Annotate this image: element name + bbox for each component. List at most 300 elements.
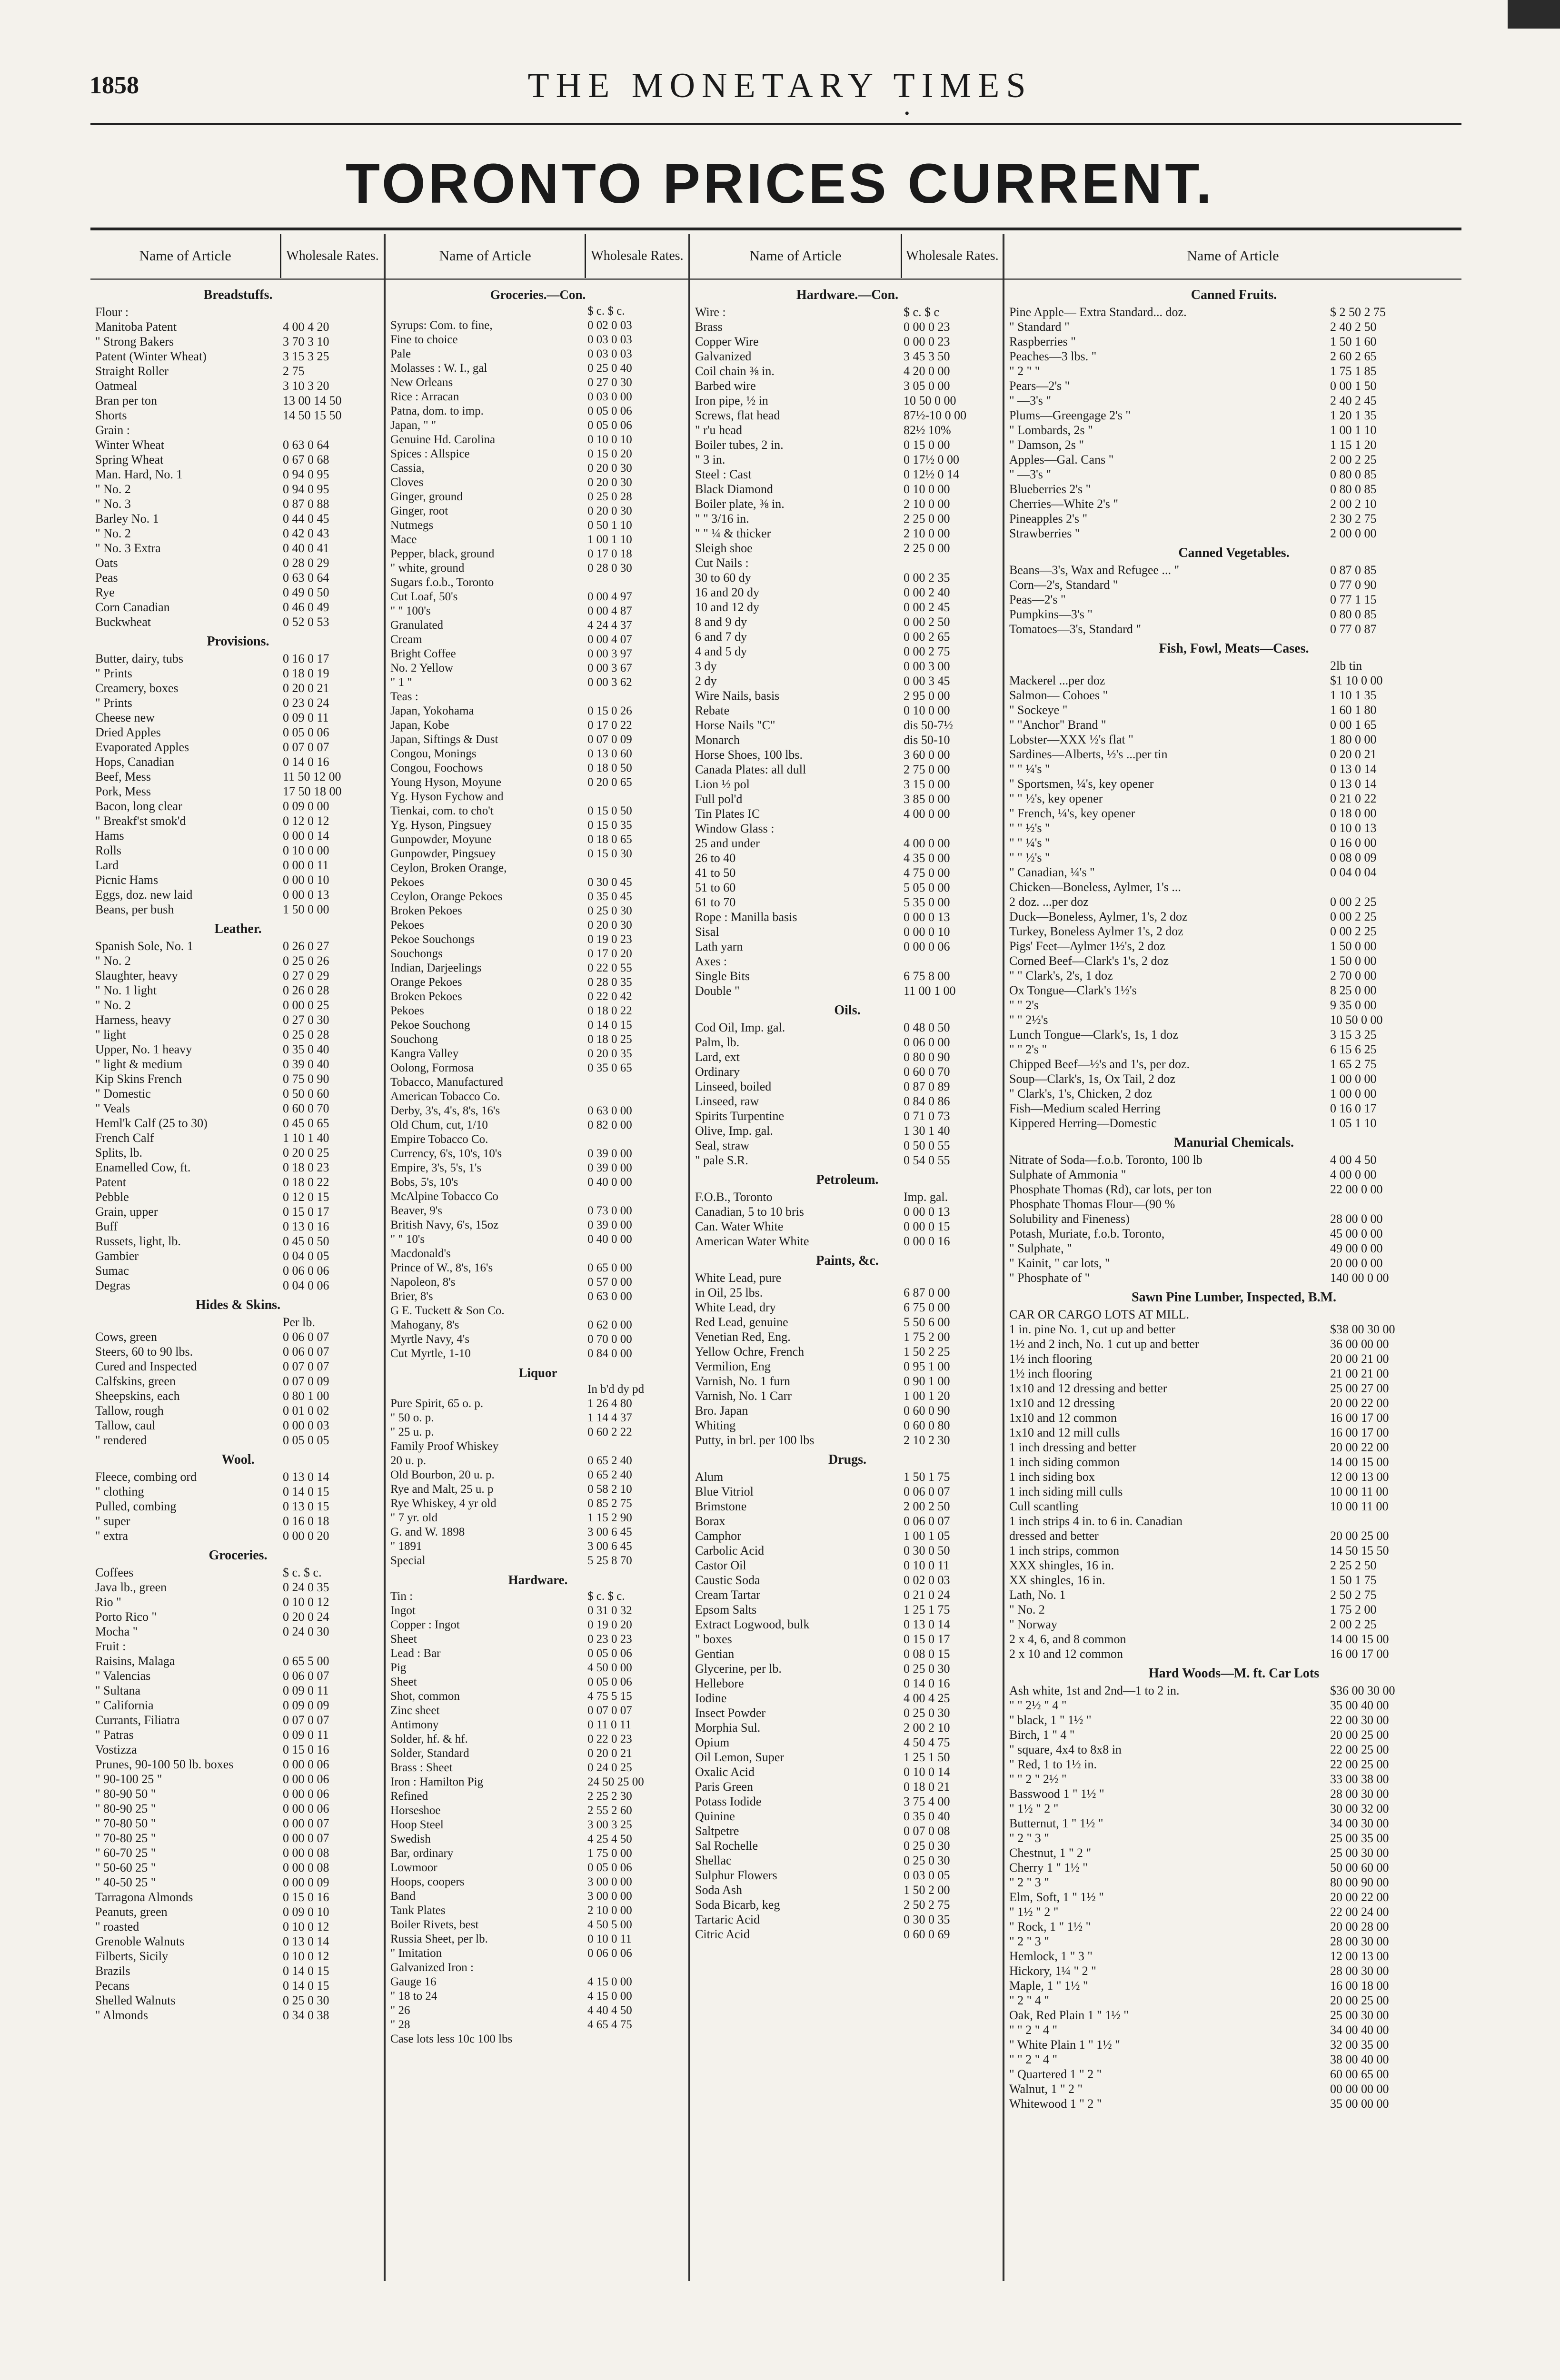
price-row — [695, 1050, 1000, 1064]
article-name: Pumpkins—3's " — [1009, 607, 1093, 621]
article-name: " 80-90 50 " — [95, 1787, 156, 1801]
price-value: 0 25 0 28 — [283, 1028, 329, 1041]
price-value: 0 10 0 12 — [283, 1949, 329, 1963]
article-name: Oolong, Formosa — [390, 1061, 474, 1074]
article-name: Gentian — [695, 1647, 735, 1661]
price-row — [390, 918, 686, 932]
column-1-header — [90, 234, 384, 280]
price-row — [390, 1397, 686, 1411]
price-row — [1009, 998, 1459, 1012]
article-name: Duck—Boneless, Aylmer, 1's, 2 doz — [1009, 910, 1188, 923]
price-value: 0 60 2 22 — [587, 1426, 632, 1438]
price-row — [695, 1094, 1000, 1109]
price-value: 0 44 0 45 — [283, 512, 329, 526]
article-name: " 60-70 25 " — [95, 1846, 156, 1860]
price-value: 0 09 0 11 — [283, 1684, 329, 1697]
price-value: 0 19 0 23 — [587, 933, 632, 946]
article-name: " " ½'s " — [1009, 821, 1050, 835]
article-name: Whiting — [695, 1418, 736, 1432]
price-value: 49 00 0 00 — [1330, 1241, 1383, 1255]
price-row — [95, 615, 381, 629]
article-name: Varnish, No. 1 furn — [695, 1374, 791, 1388]
price-row — [95, 1698, 381, 1713]
article-name: Lard, ext — [695, 1050, 740, 1064]
article-name: Morphia Sul. — [695, 1721, 761, 1735]
article-name: Molasses : W. I., gal — [390, 362, 487, 375]
article-name: " Clark's, 1's, Chicken, 2 doz — [1009, 1087, 1153, 1101]
price-row — [95, 1831, 381, 1845]
article-name: Antimony — [390, 1718, 439, 1731]
article-name — [390, 304, 584, 318]
price-row — [1009, 909, 1459, 924]
price-row — [390, 547, 686, 561]
price-value: 20 00 28 00 — [1330, 1920, 1389, 1934]
article-name: Japan, Kobe — [390, 719, 449, 732]
price-row — [1009, 1772, 1459, 1786]
price-value: 0 22 0 55 — [587, 962, 632, 974]
article-name: Empire Tobacco Co. — [390, 1133, 488, 1146]
price-value: 16 00 18 00 — [1330, 1979, 1389, 1993]
price-row — [695, 585, 1000, 600]
price-row — [695, 1109, 1000, 1123]
price-value: 50 00 60 00 — [1330, 1861, 1389, 1874]
price-row — [695, 1020, 1000, 1035]
article-name: Cassia, — [390, 462, 425, 475]
article-name: Peaches—3 lbs. " — [1009, 349, 1097, 363]
article-name: Tarragona Almonds — [95, 1890, 193, 1904]
price-row — [390, 1161, 686, 1175]
article-name: Hams — [95, 829, 124, 843]
article-name: Solder, hf. & hf. — [390, 1733, 468, 1745]
price-row — [695, 1661, 1000, 1676]
article-name: " Sockeye " — [1009, 703, 1068, 717]
price-value: 0 20 0 25 — [283, 1146, 329, 1160]
price-row — [95, 939, 381, 953]
header-rates: Wholesale Rates. — [280, 234, 384, 278]
price-row — [1009, 1071, 1459, 1086]
price-value: 0 34 0 38 — [283, 2008, 329, 2022]
price-row — [695, 983, 1000, 998]
article-name — [1009, 658, 1326, 673]
price-value: 11 50 12 00 — [283, 770, 341, 783]
price-row — [390, 1497, 686, 1511]
article-name: " boxes — [695, 1632, 732, 1646]
article-name: " " ½'s, key opener — [1009, 792, 1103, 805]
price-row — [1009, 2082, 1459, 2096]
article-name: Mocha " — [95, 1625, 138, 1638]
article-name: Beef, Mess — [95, 770, 151, 783]
price-row — [95, 1234, 381, 1249]
price-row — [695, 1735, 1000, 1750]
price-value: 0 01 0 02 — [283, 1404, 329, 1418]
price-row — [390, 704, 686, 718]
price-value: 4 00 4 20 — [283, 320, 329, 334]
article-name: " Veals — [95, 1101, 130, 1115]
price-row — [95, 600, 381, 615]
article-name: Souchongs — [390, 947, 443, 960]
price-row — [390, 504, 686, 518]
price-value: 6 75 0 00 — [904, 1300, 950, 1314]
price-value: 0 09 0 00 — [283, 799, 329, 813]
article-name: Cured and Inspected — [95, 1359, 197, 1373]
article-name: Vermilion, Eng — [695, 1359, 771, 1373]
price-value: 3 15 3 25 — [283, 349, 329, 363]
article-name: Potash, Muriate, f.o.b. Toronto, — [1009, 1227, 1165, 1240]
price-value: 2 70 0 00 — [1330, 969, 1377, 982]
article-name: Pekoe Souchong — [390, 1019, 470, 1031]
price-row — [95, 1949, 381, 1964]
price-row — [95, 1359, 381, 1374]
price-value: 0 87 0 85 — [1330, 563, 1377, 577]
article-name: 1x10 and 12 common — [1009, 1411, 1117, 1425]
price-value: 4 40 4 50 — [587, 2004, 632, 2017]
section-title: Paints, &c. — [816, 1253, 879, 1268]
price-row — [695, 1853, 1000, 1868]
price-row — [1009, 1152, 1459, 1167]
article-name: Copper Wire — [695, 335, 759, 348]
article-name: " Norway — [1009, 1617, 1057, 1631]
price-row — [95, 754, 381, 769]
price-value: 0 46 0 49 — [283, 600, 329, 614]
column-1-body — [90, 280, 384, 2023]
price-row — [1009, 850, 1459, 865]
price-row — [390, 1332, 686, 1347]
article-name: Pekoe Souchongs — [390, 933, 475, 946]
price-value: 6 75 8 00 — [904, 969, 950, 983]
article-name: Cream — [390, 633, 422, 646]
price-row — [390, 490, 686, 504]
price-row — [695, 319, 1000, 334]
price-value: 0 25 0 26 — [283, 954, 329, 968]
price-value — [584, 2032, 686, 2046]
price-row — [95, 393, 381, 408]
price-value: 0 45 0 50 — [283, 1234, 329, 1248]
article-name: Rye Whiskey, 4 yr old — [390, 1497, 497, 1510]
article-name: " No. 2 — [95, 998, 131, 1012]
price-value: 0 03 0 05 — [904, 1868, 950, 1882]
article-name: 1 inch siding box — [1009, 1470, 1095, 1484]
price-row — [390, 561, 686, 575]
price-row — [390, 1961, 686, 1975]
price-row — [390, 2032, 686, 2046]
article-name: Single Bits — [695, 969, 750, 983]
article-name: G E. Tuckett & Son Co. — [390, 1304, 505, 1317]
price-row — [390, 1318, 686, 1332]
article-name: Yellow Ochre, French — [695, 1345, 805, 1359]
price-row — [390, 1775, 686, 1789]
price-row — [390, 2018, 686, 2032]
price-value — [584, 1075, 686, 1090]
price-row — [95, 998, 381, 1012]
article-name: Myrtle Navy, 4's — [390, 1333, 470, 1346]
article-name: Buckwheat — [95, 615, 151, 629]
article-name: Beaver, 9's — [390, 1204, 443, 1217]
article-name: Double " — [695, 984, 740, 998]
price-row — [390, 476, 686, 490]
price-row — [1009, 1469, 1459, 1484]
price-value: 0 10 0 11 — [904, 1558, 950, 1572]
price-value: 0 18 0 19 — [283, 666, 329, 680]
price-row — [695, 1883, 1000, 1897]
article-name: Steers, 60 to 90 lbs. — [95, 1345, 193, 1359]
price-row — [695, 1824, 1000, 1838]
price-row — [390, 604, 686, 618]
article-name: Flour : — [95, 305, 129, 319]
price-value: $ 2 50 2 75 — [1330, 305, 1386, 319]
price-value: 8 25 0 00 — [1330, 983, 1377, 997]
price-value: 20 00 25 00 — [1330, 1529, 1389, 1543]
article-name: " 7 yr. old — [390, 1511, 438, 1524]
price-value: 0 30 0 45 — [587, 876, 632, 889]
price-row — [95, 1249, 381, 1263]
price-row — [390, 1347, 686, 1361]
article-name: Russia Sheet, per lb. — [390, 1933, 488, 1945]
article-name: Ox Tongue—Clark's 1½'s — [1009, 983, 1137, 997]
article-name: 2 dy — [695, 674, 717, 688]
price-value: 0 58 2 10 — [587, 1483, 632, 1496]
price-row — [95, 1580, 381, 1595]
price-row — [695, 1838, 1000, 1853]
article-name: Galvanized — [695, 349, 752, 363]
page-number: 1858 — [89, 72, 139, 99]
article-name: Sleigh shoe — [695, 541, 753, 555]
price-row — [695, 1602, 1000, 1617]
price-row — [1009, 305, 1459, 319]
price-value: 20 00 22 00 — [1330, 1440, 1389, 1454]
column-4-header — [1004, 234, 1461, 280]
price-value: 0 00 1 50 — [1330, 379, 1377, 393]
price-value: 0 50 0 55 — [904, 1139, 950, 1152]
price-row — [95, 1639, 381, 1654]
price-row — [695, 1543, 1000, 1558]
article-name: Pine Apple— Extra Standard... doz. — [1009, 305, 1187, 319]
price-row — [695, 821, 1000, 836]
article-name: Oxalic Acid — [695, 1765, 755, 1779]
price-row — [390, 804, 686, 818]
price-row — [95, 1484, 381, 1499]
price-value: 4 75 0 00 — [904, 866, 950, 880]
article-name: " No. 2 — [95, 526, 131, 540]
price-value: 82½ 10% — [904, 423, 951, 437]
price-value: 0 00 2 25 — [1330, 924, 1377, 938]
article-name: 1 inch siding common — [1009, 1455, 1120, 1469]
price-row — [390, 1090, 686, 1104]
price-row — [695, 1329, 1000, 1344]
article-name: " pale S.R. — [695, 1153, 748, 1167]
article-name: Buff — [95, 1220, 118, 1233]
price-value: 0 05 0 05 — [283, 1433, 329, 1447]
price-row — [695, 1204, 1000, 1219]
article-name: " " 2 " 4 " — [1009, 2023, 1057, 2037]
article-name: Lath, No. 1 — [1009, 1588, 1066, 1602]
price-row — [695, 1646, 1000, 1661]
price-value: 11 00 1 00 — [904, 984, 956, 998]
price-value — [1326, 880, 1459, 894]
article-name: Alum — [695, 1470, 724, 1484]
price-value: 1 25 1 50 — [904, 1750, 950, 1764]
price-row — [695, 1234, 1000, 1249]
article-name: Plums—Greengage 2's " — [1009, 408, 1131, 422]
price-value: 140 00 0 00 — [1330, 1271, 1389, 1285]
article-name: Cherries—White 2's " — [1009, 497, 1119, 511]
article-name: Patna, dom. to imp. — [390, 405, 484, 417]
price-value: 0 07 0 07 — [283, 740, 329, 754]
price-row — [95, 873, 381, 887]
price-value: 0 57 0 00 — [587, 1276, 632, 1289]
price-value: 1 75 1 85 — [1330, 364, 1377, 378]
price-row — [1009, 1042, 1459, 1057]
article-name: Manitoba Patent — [95, 320, 177, 334]
price-value: 4 24 4 37 — [587, 619, 632, 632]
price-value: 4 35 0 00 — [904, 851, 950, 865]
price-row — [1009, 1528, 1459, 1543]
price-row — [390, 1511, 686, 1525]
price-row — [95, 843, 381, 858]
price-row — [95, 1993, 381, 2008]
price-row — [1009, 894, 1459, 909]
price-value: 0 00 2 65 — [904, 630, 950, 644]
price-value: 0 90 1 00 — [904, 1374, 950, 1388]
price-row — [390, 875, 686, 890]
article-name: " Sultana — [95, 1684, 141, 1697]
price-row — [95, 1890, 381, 1904]
header-name: Name of Article — [1187, 248, 1279, 264]
article-name: Whitewood 1 " 2 " — [1009, 2097, 1102, 2111]
article-name: " " ½'s " — [1009, 851, 1050, 864]
price-value: 0 14 0 15 — [283, 1964, 329, 1978]
price-row — [390, 647, 686, 661]
price-value: 20 00 25 00 — [1330, 1728, 1389, 1742]
article-name: " " ¼'s " — [1009, 762, 1050, 776]
price-value: 0 18 0 25 — [587, 1033, 632, 1046]
price-row — [390, 1718, 686, 1732]
price-value: 0 17 0 22 — [587, 719, 632, 732]
article-name: Monarch — [695, 733, 740, 747]
price-row — [390, 690, 686, 704]
price-row — [695, 659, 1000, 674]
price-row — [695, 851, 1000, 865]
price-value: 0 00 0 25 — [283, 998, 329, 1012]
price-value: 0 08 0 15 — [904, 1647, 950, 1661]
article-name: Screws, flat head — [695, 408, 780, 422]
price-value: 0 09 0 09 — [283, 1698, 329, 1712]
price-row — [390, 733, 686, 747]
section-title: Sawn Pine Lumber, Inspected, B.M. — [1132, 1290, 1336, 1305]
article-name: 1x10 and 12 mill culls — [1009, 1426, 1120, 1439]
price-value: 0 65 5 00 — [283, 1654, 329, 1668]
price-value: 2 40 2 45 — [1330, 394, 1377, 407]
price-row — [695, 541, 1000, 555]
price-value: 0 10 0 00 — [904, 482, 950, 496]
price-row — [390, 861, 686, 875]
price-row — [95, 437, 381, 452]
price-row — [695, 1765, 1000, 1779]
price-value: 0 09 0 11 — [283, 1728, 329, 1742]
price-row — [695, 496, 1000, 511]
article-name: Phosphate Thomas Flour—(90 % — [1009, 1197, 1175, 1211]
price-row — [390, 633, 686, 647]
price-value: 0 26 0 28 — [283, 983, 329, 997]
price-value: 0 20 0 24 — [283, 1610, 329, 1624]
price-row — [95, 710, 381, 725]
article-name: Salmon— Cohoes " — [1009, 688, 1108, 702]
price-value: 0 10 0 11 — [587, 1933, 632, 1945]
article-name: " " 100's — [390, 605, 431, 617]
article-name: 16 and 20 dy — [695, 585, 760, 599]
article-name: Citric Acid — [695, 1927, 750, 1941]
price-row — [1009, 1226, 1459, 1241]
article-name: Horseshoe — [390, 1804, 441, 1817]
price-value: 10 00 11 00 — [1330, 1499, 1389, 1513]
price-row — [390, 533, 686, 547]
price-row — [1009, 607, 1459, 622]
article-name: " Breakf'st smok'd — [95, 814, 186, 828]
article-name: Iron pipe, ½ in — [695, 394, 768, 407]
article-name: Gunpowder, Pingsuey — [390, 847, 496, 860]
article-name: Brimstone — [695, 1499, 747, 1513]
price-value: $1 10 0 00 — [1330, 674, 1383, 687]
price-value: 1 50 0 00 — [1330, 954, 1377, 968]
price-row — [695, 334, 1000, 349]
article-name: Cheese new — [95, 711, 155, 724]
article-name: Java lb., green — [95, 1580, 167, 1594]
price-row — [695, 1632, 1000, 1646]
price-value: 3 00 6 45 — [587, 1540, 632, 1553]
article-name: " No. 2 — [95, 954, 131, 968]
price-row — [390, 1439, 686, 1454]
price-value: 0 00 0 14 — [283, 829, 329, 843]
article-name: Coil chain ⅜ in. — [695, 364, 775, 378]
price-value: 0 06 0 00 — [904, 1035, 950, 1049]
article-name: Sumac — [95, 1264, 129, 1278]
price-value: 0 18 0 65 — [587, 833, 632, 846]
article-name: Old Chum, cut, 1/10 — [390, 1119, 488, 1131]
price-row — [390, 1004, 686, 1018]
article-name: Ash white, 1st and 2nd—1 to 2 in. — [1009, 1684, 1180, 1697]
price-value: 2 25 0 00 — [904, 512, 950, 526]
price-row — [695, 1514, 1000, 1528]
price-row — [1009, 1964, 1459, 1978]
price-row — [695, 1035, 1000, 1050]
price-row — [95, 1403, 381, 1418]
price-row — [695, 718, 1000, 733]
price-value: 0 60 0 90 — [904, 1404, 950, 1418]
article-name: " —3's " — [1009, 394, 1052, 407]
price-row — [390, 1732, 686, 1746]
article-name: Basswood 1 " 1½ " — [1009, 1787, 1104, 1801]
price-row — [390, 404, 686, 418]
price-value: 0 10 0 00 — [283, 843, 329, 857]
price-row — [1009, 349, 1459, 364]
price-row — [695, 349, 1000, 364]
price-value: 0 18 0 22 — [283, 1175, 329, 1189]
price-row — [1009, 1167, 1459, 1182]
price-row — [695, 511, 1000, 526]
article-name: Kippered Herring—Domestic — [1009, 1116, 1157, 1130]
price-row — [390, 1761, 686, 1775]
price-value: 0 06 0 06 — [283, 1264, 329, 1278]
article-name: " Lombards, 2s " — [1009, 423, 1093, 437]
price-row — [390, 1075, 686, 1090]
price-row — [390, 1918, 686, 1932]
price-row — [695, 733, 1000, 747]
price-value: 4 00 4 25 — [904, 1691, 950, 1705]
price-value: 0 22 0 42 — [587, 990, 632, 1003]
price-row — [95, 1801, 381, 1816]
article-name: Grain, upper — [95, 1205, 158, 1219]
price-value: 0 65 2 40 — [587, 1454, 632, 1467]
price-value: 34 00 30 00 — [1330, 1816, 1389, 1830]
